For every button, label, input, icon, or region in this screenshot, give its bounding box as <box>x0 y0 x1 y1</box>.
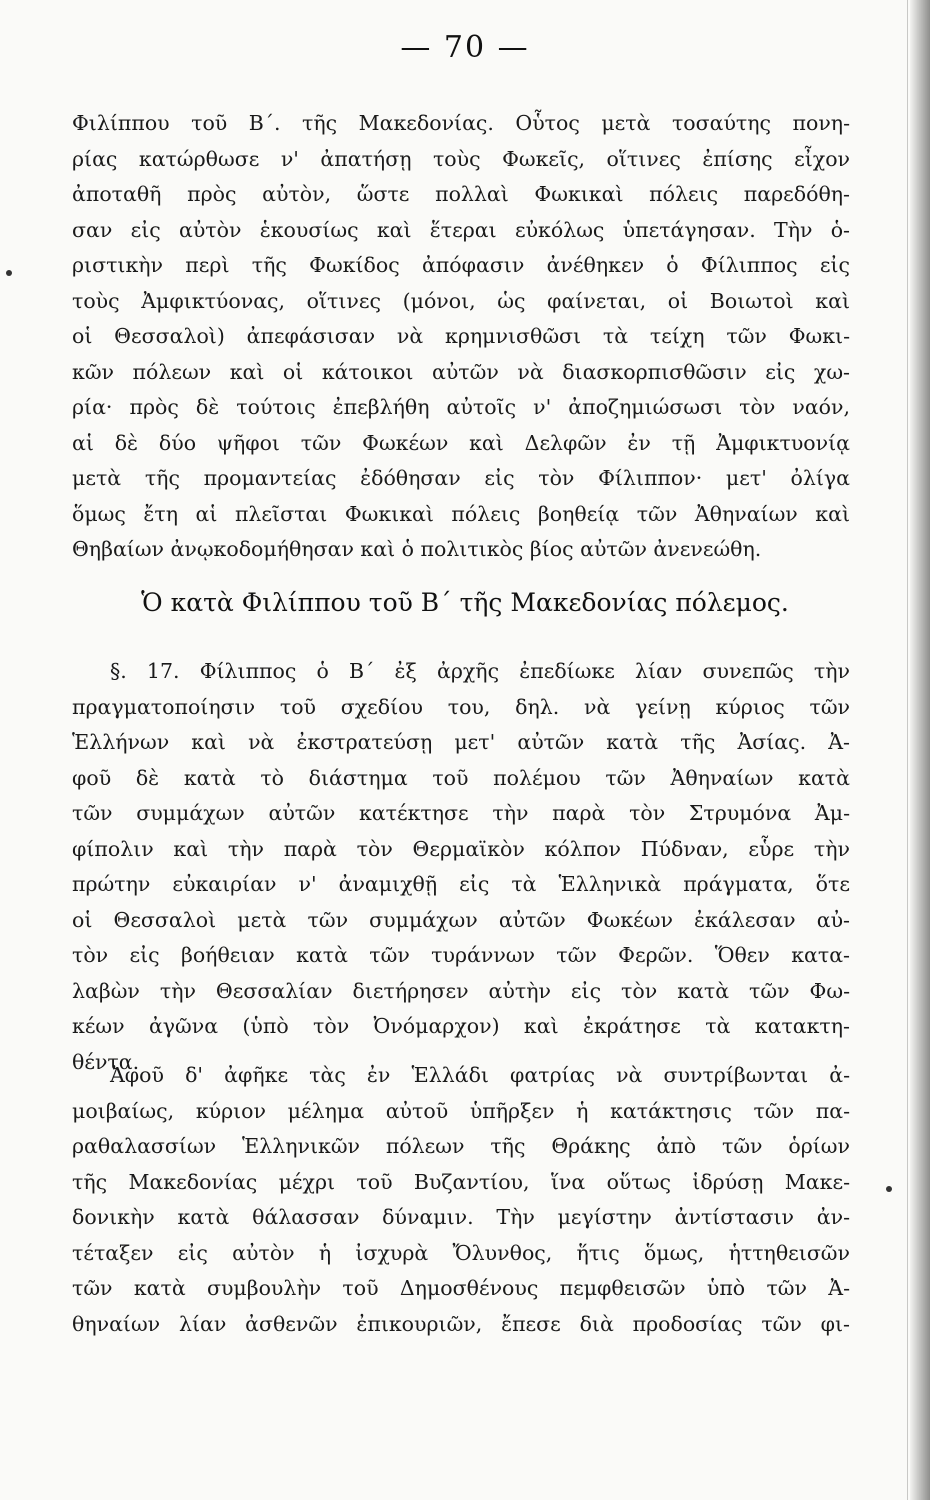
text-line: λαβὼν τὴν Θεσσαλίαν διετήρησεν αὐτὴν εἰς τὸν κατὰ τῶν Φω- <box>72 978 850 1003</box>
text-line: Ἑλλήνων καὶ νὰ ἐκστρατεύσῃ μετ' αὐτῶν κατὰ τῆς Ἀσίας. Ἀ- <box>72 730 850 754</box>
text-line: οἱ Θεσσαλοὶ) ἀπεφάσισαν νὰ κρημνισθῶσι τὰ τείχη τῶν Φωκι- <box>72 324 850 348</box>
page-edge-shadow <box>910 0 930 1500</box>
text-line: σαν εἰς αὐτὸν ἑκουσίως καὶ ἕτεραι εὐκόλως ὑπετάγησαν. Τὴν ὁ- <box>72 217 850 242</box>
text-line: θέντα. <box>72 1049 140 1074</box>
text-line: δονικὴν κατὰ θάλασσαν δύναμιν. Τὴν μεγίστην ἀντίστασιν ἀν- <box>72 1205 850 1229</box>
page-edge-line <box>907 0 908 1500</box>
text-line: ρίας κατώρθωσε ν' ἀπατήσῃ τοὺς Φωκεῖς, οἵτινες ἐπίσης εἶχον <box>72 146 850 171</box>
paragraph-3 <box>72 1058 850 1342</box>
text-line: ραθαλασσίων Ἑλληνικῶν πόλεων τῆς Θράκης ἀπὸ τῶν ὁρίων <box>72 1134 850 1158</box>
text-line: φίπολιν καὶ τὴν παρὰ τὸν Θερμαϊκὸν κόλπον Πύδναν, εὗρε τὴν <box>72 836 850 861</box>
text-line: μοιβαίως, κύριον μέλημα αὐτοῦ ὑπῆρξεν ἡ κατάκτησις τῶν πα- <box>72 1098 850 1123</box>
text-line: Φιλίππου τοῦ Β΄. τῆς Μακεδονίας. Οὗτος μετὰ τοσαύτης πονη- <box>72 111 850 135</box>
text-line: Θηβαίων ἀνῳκοδομήθησαν καὶ ὁ πολιτικὸς βίος αὐτῶν ἀνενεώθη. <box>72 537 762 561</box>
paragraph-2 <box>72 654 850 1080</box>
paragraph-1 <box>72 106 850 568</box>
text-line: ἀποταθῆ πρὸς αὐτὸν, ὥστε πολλαὶ Φωκικαὶ πόλεις παρεδόθη- <box>72 182 850 206</box>
text-line: οἱ Θεσσαλοὶ μετὰ τῶν συμμάχων αὐτῶν Φωκέων ἐκάλεσαν αὐ- <box>72 907 850 932</box>
text-line: ὅμως ἔτη αἱ πλεῖσται Φωκικαὶ πόλεις βοηθείᾳ τῶν Ἀθηναίων καὶ <box>72 501 850 526</box>
text-line: αἱ δὲ δύο ψῆφοι τῶν Φωκέων καὶ Δελφῶν ἐν τῇ Ἀμφικτυονίᾳ <box>72 430 850 455</box>
text-line: Ἀφοῦ δ' ἀφῆκε τὰς ἐν Ἑλλάδι φατρίας νὰ συντρίβωνται ἀ- <box>110 1063 850 1087</box>
text-line: τὸν εἰς βοήθειαν κατὰ τῶν τυράννων τῶν Φερῶν. Ὅθεν κατα- <box>72 943 850 967</box>
text-line: πρώτην εὐκαιρίαν ν' ἀναμιχθῇ εἰς τὰ Ἑλληνικὰ πράγματα, ὅτε <box>72 872 850 896</box>
text-line: τῶν συμμάχων αὐτῶν κατέκτησε τὴν παρὰ τὸν Στρυμόνα Ἀμ- <box>72 801 850 825</box>
text-line: κῶν πόλεων καὶ οἱ κάτοικοι αὐτῶν νὰ διασκορπισθῶσιν εἰς χω- <box>72 359 850 384</box>
ink-speck <box>6 270 12 276</box>
text-line: πραγματοποίησιν τοῦ σχεδίου του, δηλ. νὰ γείνῃ κύριος τῶν <box>72 694 850 719</box>
text-line: ρία· πρὸς δὲ τούτοις ἐπεβλήθη αὐτοῖς ν' ἀποζημιώσωσι τὸν ναόν, <box>72 395 850 419</box>
section-heading: Ὁ κατὰ Φιλίππου τοῦ Β΄ τῆς Μακεδονίας πόλεμος. <box>141 588 789 617</box>
text-line: τῶν κατὰ συμβουλὴν τοῦ Δημοσθένους πεμφθεισῶν ὑπὸ τῶν Ἀ- <box>72 1276 850 1300</box>
ink-speck <box>886 1186 892 1192</box>
text-line: θηναίων λίαν ἀσθενῶν ἐπικουριῶν, ἔπεσε διὰ προδοσίας τῶν φι- <box>72 1311 850 1336</box>
text-line: τέταξεν εἰς αὐτὸν ἡ ἰσχυρὰ Ὄλυνθος, ἥτις ὅμως, ἡττηθεισῶν <box>72 1240 850 1265</box>
text-line: κέων ἀγῶνα (ὑπὸ τὸν Ὀνόμαρχον) καὶ ἐκράτησε τὰ κατακτη- <box>72 1014 850 1038</box>
text-line: τῆς Μακεδονίας μέχρι τοῦ Βυζαντίου, ἵνα οὕτως ἱδρύσῃ Μακε- <box>72 1169 850 1194</box>
text-line: ριστικὴν περὶ τῆς Φωκίδος ἀπόφασιν ἀνέθηκεν ὁ Φίλιππος εἰς <box>72 253 850 277</box>
text-line: μετὰ τῆς προμαντείας ἐδόθησαν εἰς τὸν Φίλιππον· μετ' ὀλίγα <box>72 466 850 490</box>
text-line: §. 17. Φίλιππος ὁ Β΄ ἐξ ἀρχῆς ἐπεδίωκε λίαν συνεπῶς τὴν <box>110 659 850 683</box>
text-line: τοὺς Ἀμφικτύονας, οἵτινες (μόνοι, ὡς φαίνεται, οἱ Βοιωτοὶ καὶ <box>72 288 850 313</box>
page-number: — 70 — <box>400 30 530 65</box>
text-line: φοῦ δὲ κατὰ τὸ διάστημα τοῦ πολέμου τῶν Ἀθηναίων κατὰ <box>72 765 850 790</box>
